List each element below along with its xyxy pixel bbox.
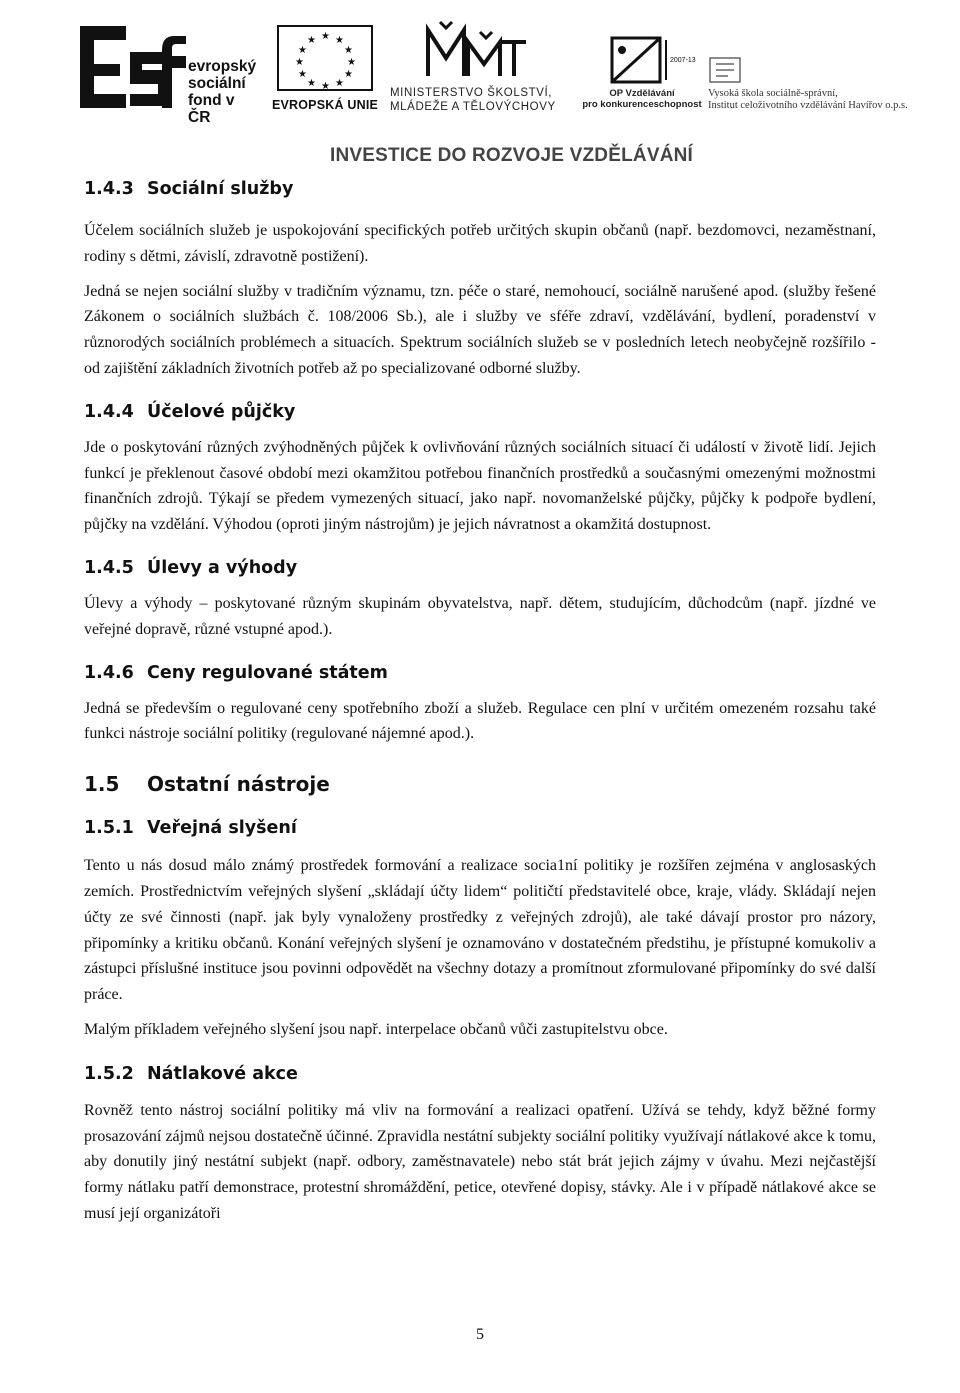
svg-text:★: ★ (298, 45, 307, 56)
esf-logo-icon (80, 22, 188, 117)
svg-text:★: ★ (344, 69, 353, 80)
esf-logo-text (188, 58, 260, 126)
vsss-logo (708, 60, 938, 112)
eu-logo-text: EVROPSKÁ UNIE (271, 98, 379, 112)
heading-1-5-1 (84, 817, 876, 839)
msmt-monogram-icon (388, 18, 538, 84)
heading-number: 1.4.4 (84, 401, 134, 422)
heading-1-4-3 (84, 178, 876, 200)
heading-title: Ceny regulované státem (147, 662, 388, 683)
heading-title: Účelové půjčky (147, 401, 296, 422)
esf-line-2: sociální (188, 75, 246, 92)
svg-text:★: ★ (347, 57, 356, 68)
paragraph: Účelem sociálních služeb je uspokojování specifických potřeb určitých skupin občanů (např. bezdomovci, nezaměstnaní, rodiny s dětmi, závislí, zdravotně postižení). (84, 222, 876, 265)
heading-title: Ostatní nástroje (147, 772, 330, 797)
heading-1-4-5 (84, 557, 876, 579)
eu-logo (268, 24, 382, 116)
op-logo (582, 32, 702, 118)
heading-1-4-6 (84, 662, 876, 684)
heading-1-5-2 (84, 1063, 876, 1085)
page-number: 5 (476, 1326, 484, 1343)
op-line-2: pro konkurenceschopnost (582, 99, 702, 110)
heading-title: Sociální služby (147, 179, 294, 199)
msmt-line-2: MLÁDEŽE A TĚLOVÝCHOVY (390, 101, 556, 113)
svg-text:★: ★ (335, 78, 344, 89)
paragraph: Úlevy a výhody – poskytované různým skupinám obyvatelstva, např. dětem, studujícím, důchodcům (např. jízdné ve veřejné dopravě, různé vstupné apod.). (84, 594, 876, 638)
svg-text:★: ★ (321, 81, 330, 92)
op-logo-text (582, 88, 702, 110)
op-logo-icon (582, 32, 702, 86)
heading-number: 1.5.2 (84, 1063, 134, 1084)
page-header (0, 0, 960, 178)
vsss-line-2: Institut celoživotního vzdělávání Havířov o.p.s. (708, 100, 908, 111)
eu-flag-icon (268, 24, 382, 96)
svg-text:★: ★ (344, 45, 353, 56)
heading-1-5 (84, 771, 876, 797)
msmt-line-1: MINISTERSTVO ŠKOLSTVÍ, (390, 87, 553, 99)
op-line-1: OP Vzdělávání (609, 88, 675, 99)
vsss-emblem-icon (708, 56, 748, 86)
svg-text:★: ★ (335, 35, 344, 46)
svg-text:★: ★ (295, 57, 304, 68)
heading-number: 1.4.3 (84, 179, 134, 199)
heading-number: 1.4.6 (84, 662, 134, 683)
heading-title: Úlevy a výhody (147, 557, 298, 578)
paragraph: Jedná se především o regulované ceny spotřebního zboží a služeb. Regulace cen plní v určitém omezeném rozsahu také funkci nástroje sociální politiky (regulované nájemné apod.). (84, 699, 876, 743)
msmt-logo (388, 18, 588, 118)
svg-text:★: ★ (298, 69, 307, 80)
paragraph: Malým příkladem veřejného slyšení jsou např. interpelace občanů vůči zastupitelstvu obce. (84, 1020, 668, 1038)
heading-number: 1.4.5 (84, 557, 134, 578)
svg-text:★: ★ (321, 31, 330, 42)
paragraph: Tento u nás dosud málo známý prostředek formování a realizace socia1ní politiky je rozšířen zejména v anglosaských zemích. Prostřednictvím veřejných slyšení „skládají účty lidem“ političtí představitelé obce, kraje, vlády. Skládají nejen účty ze své činnosti (např. jak byly vynaloženy prostředky z veřejných zdrojů), ale také dávají prostor pro názory, připomínky a kritiku občanů. Konání veřejných slyšení je oznamováno v dostatečném předstihu, je přístupné komukoliv a zástupci příslušné instituce jsou povinni odpovědět na všechny dotazy a promítnout zformulované připomínky do své další práce. (84, 857, 876, 1004)
msmt-logo-text (390, 86, 556, 114)
svg-text:2007-13: 2007-13 (670, 57, 696, 64)
vsss-line-1: Vysoká škola sociálně-správní, (708, 88, 838, 99)
paragraph: Jedná se nejen sociální služby v tradičním významu, tzn. péče o staré, nemohoucí, sociálně narušené apod. (služby řešené Zákonem o sociálních službách č. 108/2006 Sb.), ale i služby ve sféře zdraví, vzdělávání, bydlení, poradenství v různorodých sociálních problémech a situacích. Spektrum sociálních služeb se v posledních letech neobyčejně rozšířilo - od zajištění základních životních potřeb až po specializované odborné služby. (84, 282, 876, 377)
header-tagline: INVESTICE DO ROZVOJE VZDĚLÁVÁNÍ (330, 145, 694, 166)
svg-text:★: ★ (307, 78, 316, 89)
vsss-logo-text (708, 88, 908, 112)
document-body (84, 170, 876, 1227)
esf-logo (80, 22, 260, 126)
heading-number: 1.5 (84, 772, 120, 797)
heading-1-4-4 (84, 401, 876, 423)
heading-title: Veřejná slyšení (147, 818, 297, 839)
svg-text:★: ★ (307, 35, 316, 46)
paragraph: Jde o poskytování různých zvýhodněných půjček k ovlivňování různých sociálních situací či událostí v životě lidí. Jejich funkcí je překlenout časové období mezi okamžitou potřebou finančních prostředků a současnými omezenými možnostmi finančních zdrojů. Týkají se předem vymezených situací, jako např. novomanželské půjčky, půjčky k podpoře bydlení, půjčky na vzdělání. Výhodou (oproti jiným nástrojům) je jejich návratnost a okamžitá dostupnost. (84, 438, 876, 534)
esf-line-3: fond v ČR (188, 92, 235, 126)
heading-title: Nátlakové akce (147, 1063, 298, 1084)
heading-number: 1.5.1 (84, 818, 134, 839)
esf-line-1: evropský (188, 58, 257, 75)
paragraph: Rovněž tento nástroj sociální politiky má vliv na formování a realizaci opatření. Užívá se tehdy, když běžné formy prosazování zájmů nejsou dostatečně účinné. Zpravidla nestátní subjekty sociální politiky využívají nátlakové akce k tomu, aby donutily jiný nestátní subjekt (např. odbory, zaměstnavatele) nebo stát brát jejich zájmy v úvahu. Mezi nejčastější formy nátlaku patří demonstrace, protestní shromáždění, petice, otevřené dopisy, stávky. Ale i v případě nátlakové akce se musí její organizátoři (84, 1101, 876, 1222)
